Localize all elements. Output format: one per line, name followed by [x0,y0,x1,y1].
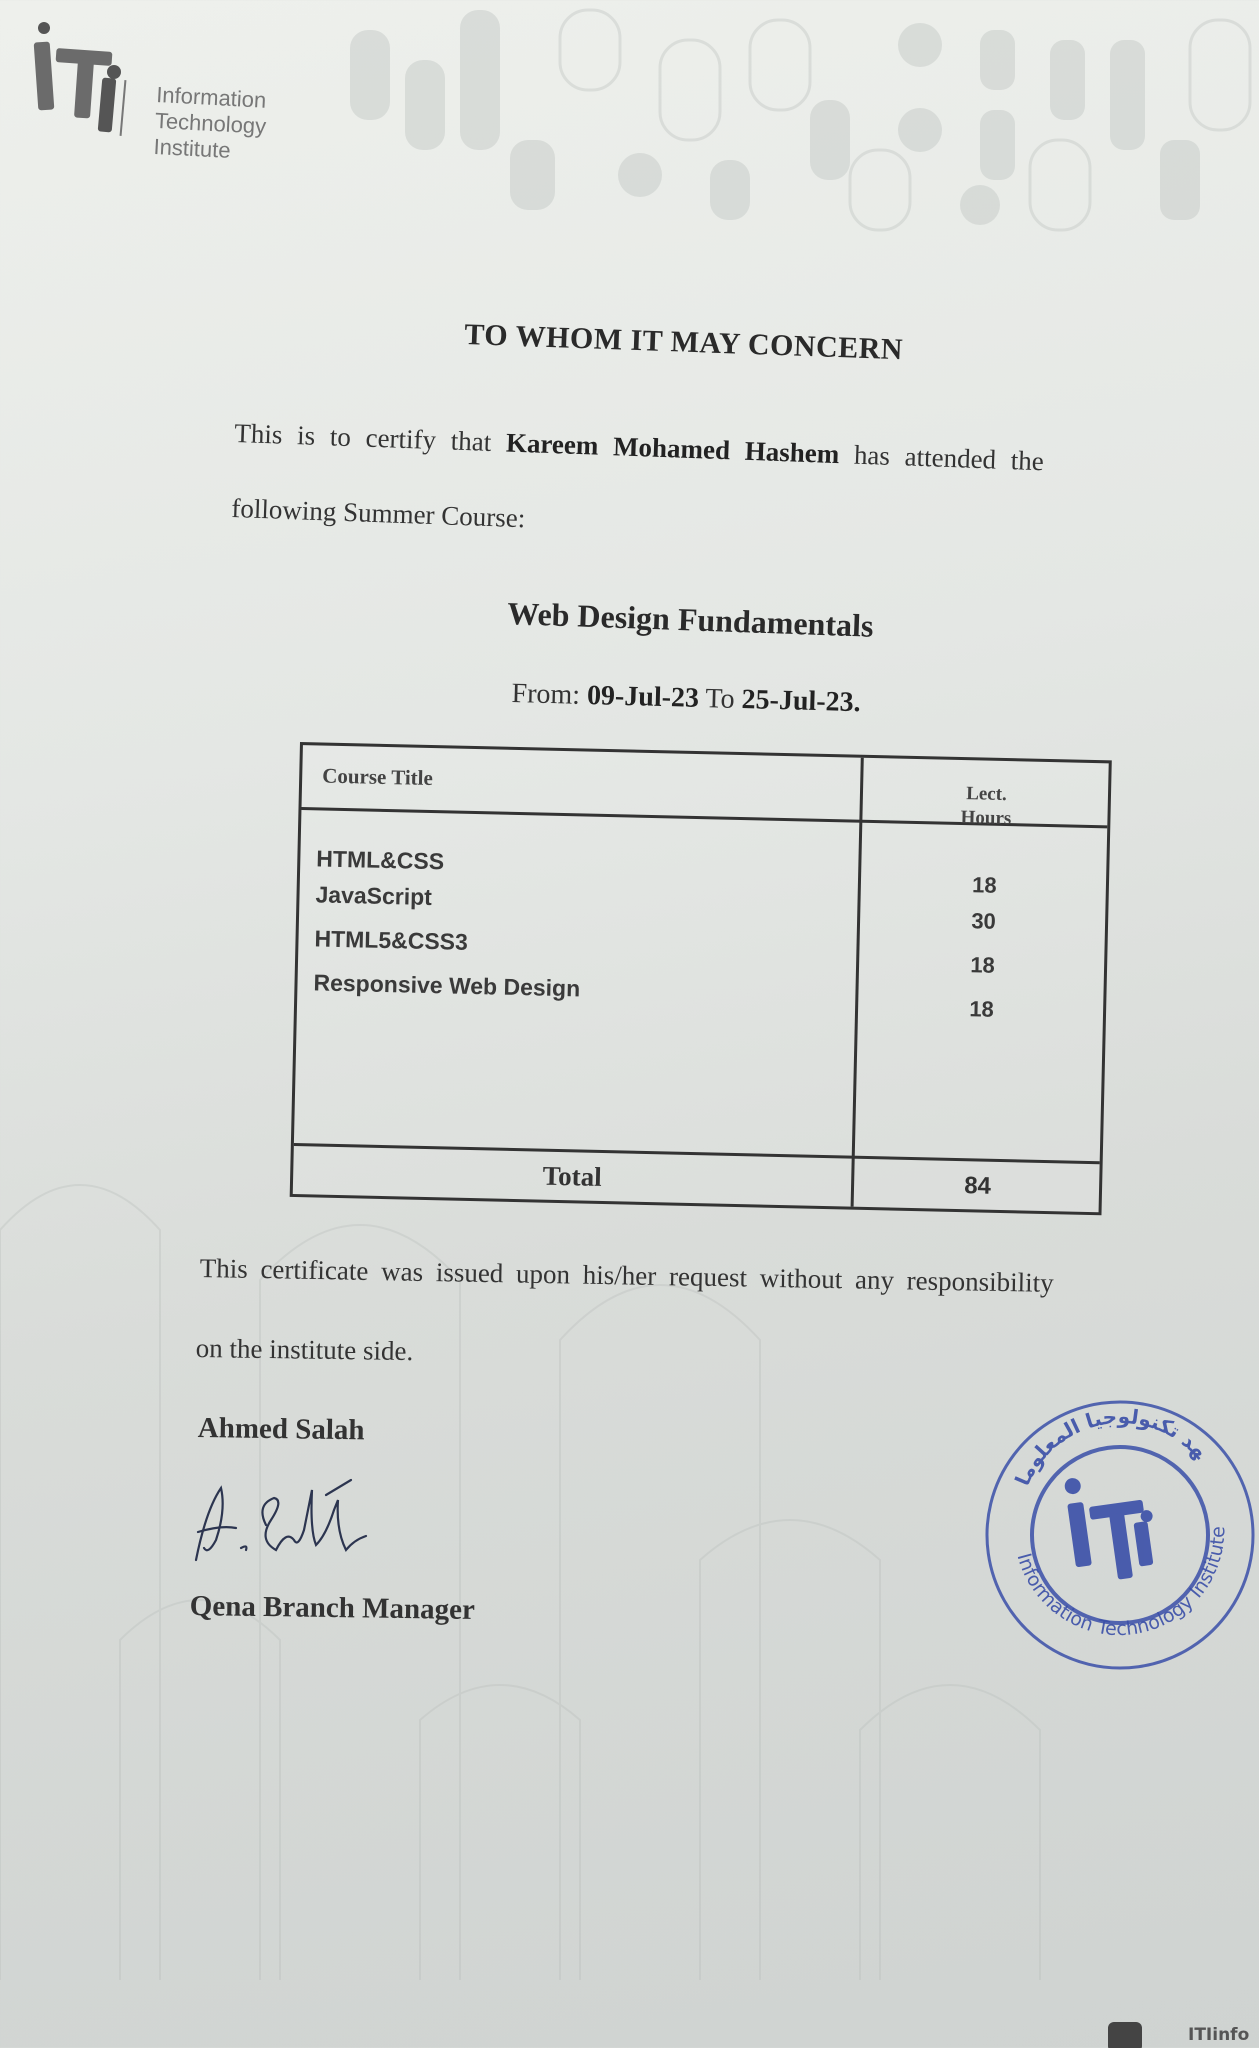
from-date: 09-Jul-23 [586,679,700,714]
statement-line-2: following Summer Course: [230,493,526,534]
row-course: HTML&CSS [316,845,445,875]
institute-stamp [975,1385,1259,1685]
to-label: To [705,683,736,715]
footer-handle: ITIinfo [1188,2025,1250,2045]
statement-prefix: This is to certify that [233,418,492,457]
logo-line-information: Information [155,82,267,113]
course-dates [511,678,861,719]
row-hours: 30 [971,908,997,934]
handwritten-signature [186,1470,376,1570]
header-hours: Hours [960,807,1012,830]
stamp-arabic-text: معهد تكنولوجيا المعلومات [1010,1404,1213,1489]
header-course-title: Course Title [321,763,434,791]
stamp-english-text: Information Technology Institute [1012,1525,1230,1641]
total-value: 84 [963,1172,992,1200]
page-title: TO WHOM IT MAY CONCERN [463,318,904,367]
header-lect: Lect. [965,783,1008,806]
row-hours: 18 [971,872,997,898]
row-course: Responsive Web Design [313,969,581,1002]
row-course: HTML5&CSS3 [314,925,469,955]
from-label: From: [511,678,581,711]
statement-suffix: has attended the [853,439,1045,477]
course-title: Web Design Fundamentals [506,595,875,644]
disclaimer-line-1: This certificate was issued upon his/her request without any responsibility [199,1253,1054,1298]
signatory-name: Ahmed Salah [197,1412,365,1447]
stamp-iti-logo [1064,1468,1161,1586]
social-icon [1108,2022,1142,2048]
recipient-name: Kareem Mohamed Hashem [505,427,840,470]
row-hours: 18 [969,996,995,1022]
row-course: JavaScript [315,881,433,911]
row-hours: 18 [970,952,996,978]
total-label: Total [542,1160,603,1192]
iti-logo-mark [30,20,140,150]
logo-line-technology: Technology [154,107,267,139]
course-hours-table [290,742,1112,1215]
logo-wordmark [153,82,268,166]
iti-logo [30,20,267,163]
disclaimer-line-2: on the institute side. [195,1333,414,1367]
watermark-pattern-top [330,0,1259,250]
header-lect-hours [863,780,1109,834]
certification-statement [234,418,1044,477]
footer-social [1108,2018,1259,2048]
table-header [301,745,1108,828]
to-date: 25-Jul-23. [741,684,862,719]
logo-line-institute: Institute [152,133,232,163]
signatory-title: Qena Branch Manager [189,1590,476,1626]
